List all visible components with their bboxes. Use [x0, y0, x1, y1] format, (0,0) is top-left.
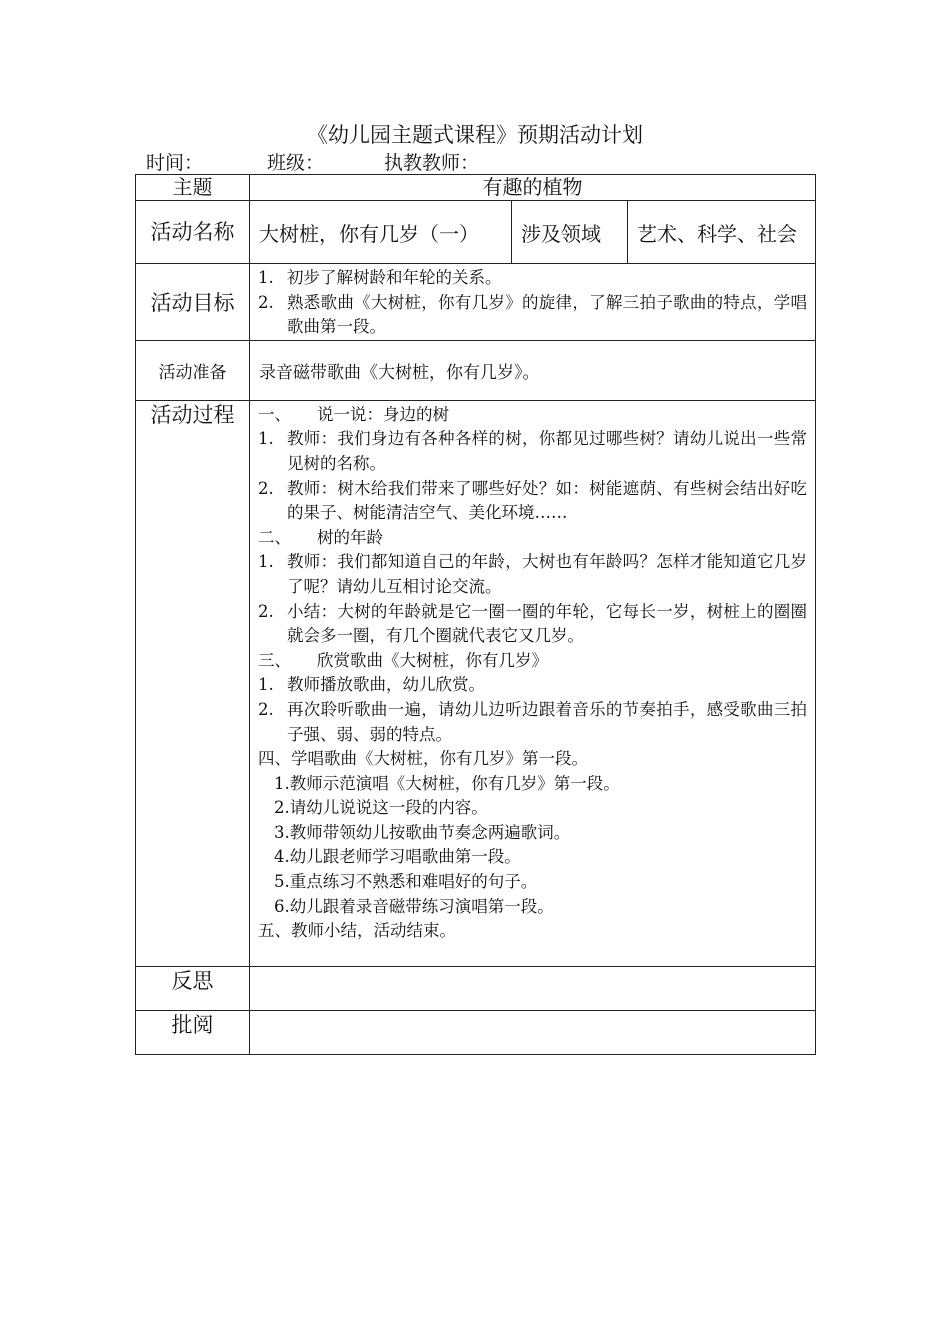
process-subitem: 6.幼儿跟着录音磁带练习演唱第一段。 [274, 896, 554, 916]
topic-row [136, 175, 816, 201]
prep-row [136, 340, 816, 400]
domain-label: 涉及领域 [512, 201, 628, 264]
activity-name-value: 大树桩，你有几岁（一） [250, 201, 512, 264]
section-heading: 五、教师小结，活动结束。 [258, 921, 456, 941]
activity-plan-table [135, 174, 816, 1055]
page-title: 《幼儿园主题式课程》预期活动计划 [307, 123, 643, 147]
teacher-label: 执教教师： [384, 152, 480, 174]
prep-value: 录音磁带歌曲《大树桩，你有几岁》。 [250, 340, 816, 400]
reflection-value [250, 966, 816, 1010]
goals-row [136, 264, 816, 341]
reflection-row [136, 966, 816, 1010]
review-row [136, 1010, 816, 1054]
process-subitem: 4.幼儿跟老师学习唱歌曲第一段。 [274, 847, 521, 867]
review-value [250, 1010, 816, 1054]
review-label: 批阅 [136, 1010, 250, 1054]
process-item: 1. 教师播放歌曲，幼儿欣赏。 [258, 675, 485, 695]
goals-label: 活动目标 [136, 264, 250, 341]
class-label: 班级： [267, 152, 325, 174]
process-item: 1. 教师：我们身边有各种各样的树，你都见过哪些树？请幼儿说出一些常见树的名称。 [258, 429, 808, 473]
process-item: 2. 教师：树木给我们带来了哪些好处？如：树能遮荫、有些树会结出好吃的果子、树能清洁空气、美化环境…… [258, 478, 808, 523]
reflection-label: 反思 [136, 966, 250, 1010]
section-heading: 一、 说一说：身边的树 [258, 404, 449, 424]
section-heading: 四、学唱歌曲《大树桩，你有几岁》第一段。 [258, 749, 588, 769]
process-item: 1. 教师：我们都知道自己的年龄，大树也有年龄吗？怎样才能知道它几岁了呢？请幼儿互相讨论交流。 [258, 552, 808, 596]
section-heading: 二、 树的年龄 [258, 527, 383, 547]
process-cell [250, 400, 816, 966]
goals-cell [250, 264, 816, 341]
process-item: 2. 再次聆听歌曲一遍，请幼儿边听边跟着音乐的节奏拍手，感受歌曲三拍子强、弱、弱的特点。 [258, 699, 808, 744]
process-subitem: 5.重点练习不熟悉和难唱好的句子。 [274, 872, 538, 892]
process-subitem: 2.请幼儿说说这一段的内容。 [274, 798, 488, 818]
goal-item: 2. 熟悉歌曲《大树桩，你有几岁》的旋律，了解三拍子歌曲的特点，学唱歌曲第一段。 [258, 292, 808, 337]
topic-value: 有趣的植物 [250, 175, 816, 201]
prep-label: 活动准备 [136, 340, 250, 400]
process-item: 2. 小结：大树的年龄就是它一圈一圈的年轮，它每长一岁，树桩上的圈圈就会多一圈，有几个圈就代表它又几岁。 [258, 601, 808, 646]
time-label: 时间： [146, 152, 204, 174]
domain-value: 艺术、科学、社会 [628, 201, 816, 264]
process-row [136, 400, 816, 966]
process-label: 活动过程 [136, 400, 250, 966]
section-heading: 三、 欣赏歌曲《大树桩，你有几岁》 [258, 650, 548, 670]
activity-name-label: 活动名称 [136, 201, 250, 264]
goal-item: 1. 初步了解树龄和年轮的关系。 [258, 268, 502, 287]
activity-name-row [136, 201, 816, 264]
process-subitem: 1.教师示范演唱《大树桩，你有几岁》第一段。 [274, 773, 620, 793]
process-subitem: 3.教师带领幼儿按歌曲节奏念两遍歌词。 [274, 822, 571, 842]
topic-label: 主题 [136, 175, 250, 201]
